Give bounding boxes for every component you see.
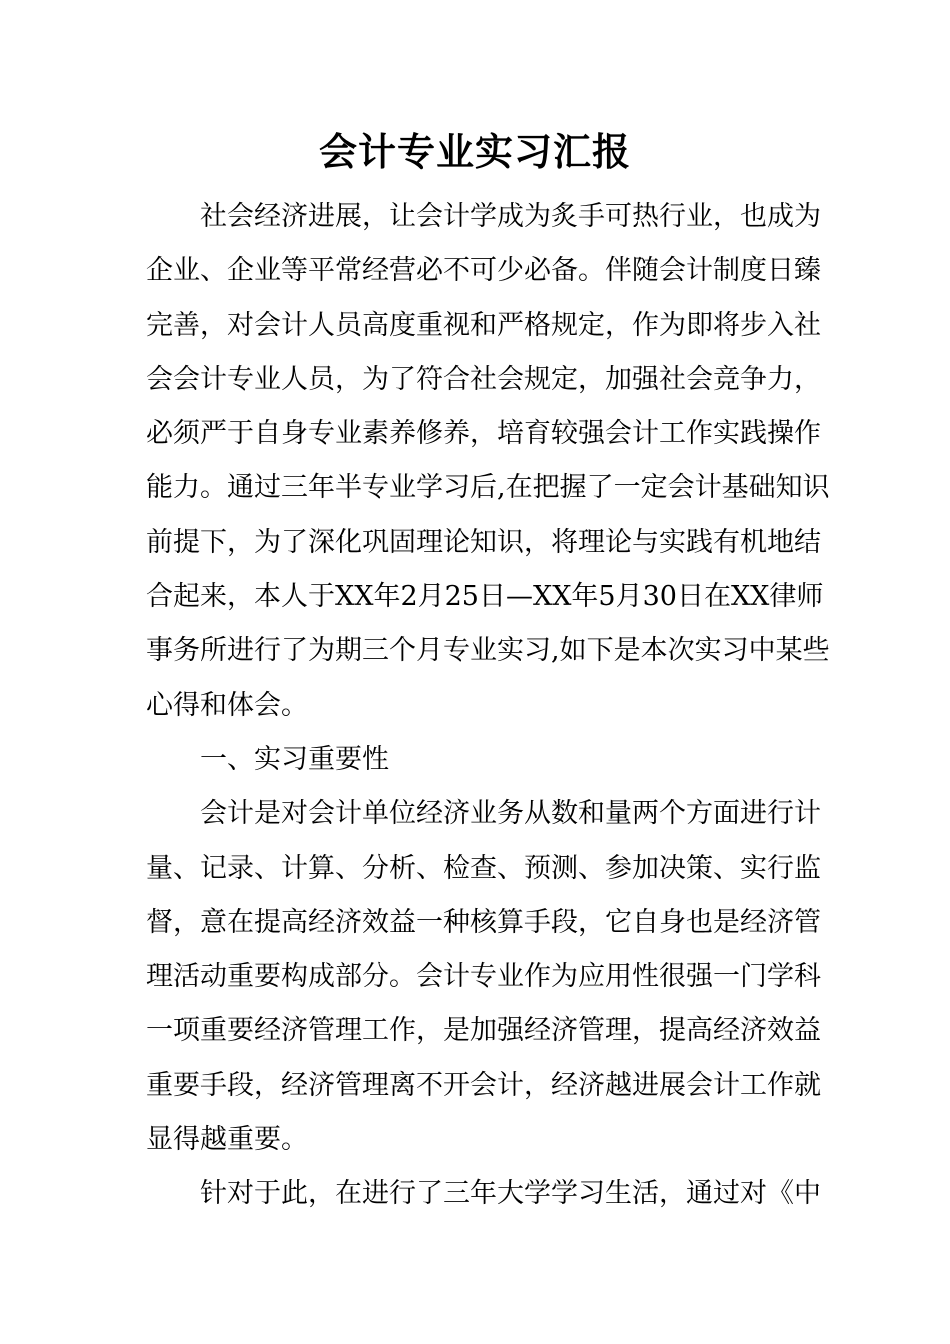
text-line: 督，意在提高经济效益一种核算手段，它自身也是经济管: [146, 906, 821, 938]
text-line: 事务所进行了为期三个月专业实习,如下是本次实习中某些: [146, 635, 830, 667]
text-line: 会会计专业人员，为了符合社会规定，加强社会竞争力，: [146, 363, 821, 395]
paragraph-intro: [146, 190, 830, 733]
text-line: 一、实习重要性: [200, 743, 389, 775]
document-title: 会计专业实习汇报: [318, 129, 631, 174]
document-body: [146, 190, 830, 1222]
text-line: 前提下，为了深化巩固理论知识，将理论与实践有机地结: [146, 526, 821, 558]
text-line: 能力。通过三年半专业学习后,在把握了一定会计基础知识: [146, 472, 830, 504]
text-line: 重要手段，经济管理离不开会计，经济越进展会计工作就: [146, 1069, 821, 1101]
text-line: 理活动重要构成部分。会计专业作为应用性很强一门学科: [146, 961, 821, 993]
text-line: 针对于此，在进行了三年大学学习生活，通过对《中: [200, 1178, 821, 1210]
text-line: 完善，对会计人员高度重视和严格规定，作为即将步入社: [146, 309, 821, 341]
text-line: 一项重要经济管理工作，是加强经济管理，提高经济效益: [146, 1015, 821, 1047]
paragraph-continuation: [146, 1167, 821, 1221]
text-line: 合起来，本人于XX年2月25日—XX年5月30日在XX律师: [146, 581, 824, 613]
text-line: 心得和体会。: [146, 689, 308, 721]
text-line: 企业、企业等平常经营必不可少必备。伴随会计制度日臻: [146, 255, 821, 287]
text-line: 量、记录、计算、分析、检查、预测、参加决策、实行监: [146, 852, 821, 884]
paragraph-importance: [146, 787, 821, 1167]
text-line: 会计是对会计单位经济业务从数和量两个方面进行计: [200, 798, 821, 830]
section-heading: [146, 733, 806, 787]
text-line: 显得越重要。: [146, 1124, 308, 1156]
text-line: 必须严于自身专业素养修养，培育较强会计工作实践操作: [146, 418, 821, 450]
text-line: 社会经济进展，让会计学成为炙手可热行业，也成为: [200, 201, 821, 232]
